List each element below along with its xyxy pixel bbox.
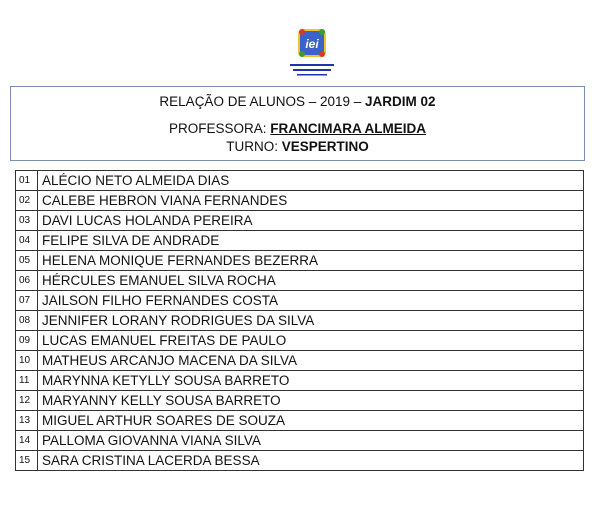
student-number: 10 <box>16 351 38 371</box>
student-name: MIGUEL ARTHUR SOARES DE SOUZA <box>38 411 584 431</box>
student-number: 05 <box>16 251 38 271</box>
student-name: PALLOMA GIOVANNA VIANA SILVA <box>38 431 584 451</box>
student-number: 07 <box>16 291 38 311</box>
table-row <box>16 251 584 271</box>
student-number: 01 <box>16 171 38 191</box>
shift-line <box>11 139 584 155</box>
table-row <box>16 291 584 311</box>
student-name: HELENA MONIQUE FERNANDES BEZERRA <box>38 251 584 271</box>
table-row <box>16 231 584 251</box>
student-table <box>15 170 584 471</box>
student-number: 04 <box>16 231 38 251</box>
student-number: 03 <box>16 211 38 231</box>
student-number: 13 <box>16 411 38 431</box>
student-number: 02 <box>16 191 38 211</box>
teacher-name: FRANCIMARA ALMEIDA <box>270 121 426 136</box>
student-name: SARA CRISTINA LACERDA BESSA <box>38 451 584 471</box>
table-row <box>16 451 584 471</box>
student-number: 06 <box>16 271 38 291</box>
student-name: DAVI LUCAS HOLANDA PEREIRA <box>38 211 584 231</box>
table-row <box>16 391 584 411</box>
table-row <box>16 211 584 231</box>
table-row <box>16 171 584 191</box>
student-number: 11 <box>16 371 38 391</box>
header-box <box>10 86 585 161</box>
student-number: 12 <box>16 391 38 411</box>
school-logo-graphic <box>287 27 337 83</box>
table-row <box>16 311 584 331</box>
table-row <box>16 191 584 211</box>
student-number: 14 <box>16 431 38 451</box>
student-number: 08 <box>16 311 38 331</box>
table-row <box>16 351 584 371</box>
table-row <box>16 411 584 431</box>
table-row <box>16 331 584 351</box>
class-name: JARDIM 02 <box>365 94 436 109</box>
student-name: ALÉCIO NETO ALMEIDA DIAS <box>38 171 584 191</box>
student-name: MARYNNA KETYLLY SOUSA BARRETO <box>38 371 584 391</box>
shift-label: TURNO: <box>226 139 282 154</box>
student-name: MARYANNY KELLY SOUSA BARRETO <box>38 391 584 411</box>
student-name: LUCAS EMANUEL FREITAS DE PAULO <box>38 331 584 351</box>
student-name: HÉRCULES EMANUEL SILVA ROCHA <box>38 271 584 291</box>
student-name: JAILSON FILHO FERNANDES COSTA <box>38 291 584 311</box>
list-title-prefix: RELAÇÃO DE ALUNOS – 2019 – <box>159 94 366 109</box>
list-title <box>11 94 584 110</box>
teacher-label: PROFESSORA: <box>168 121 271 136</box>
student-name: CALEBE HEBRON VIANA FERNANDES <box>38 191 584 211</box>
shift-value: VESPERTINO <box>281 139 369 154</box>
student-number: 09 <box>16 331 38 351</box>
table-row <box>16 371 584 391</box>
school-logo <box>287 27 337 83</box>
logo-text: iei <box>305 37 319 51</box>
student-number: 15 <box>16 451 38 471</box>
student-name: JENNIFER LORANY RODRIGUES DA SILVA <box>38 311 584 331</box>
student-name: FELIPE SILVA DE ANDRADE <box>38 231 584 251</box>
teacher-line <box>11 121 584 137</box>
table-row <box>16 431 584 451</box>
student-name: MATHEUS ARCANJO MACENA DA SILVA <box>38 351 584 371</box>
table-row <box>16 271 584 291</box>
